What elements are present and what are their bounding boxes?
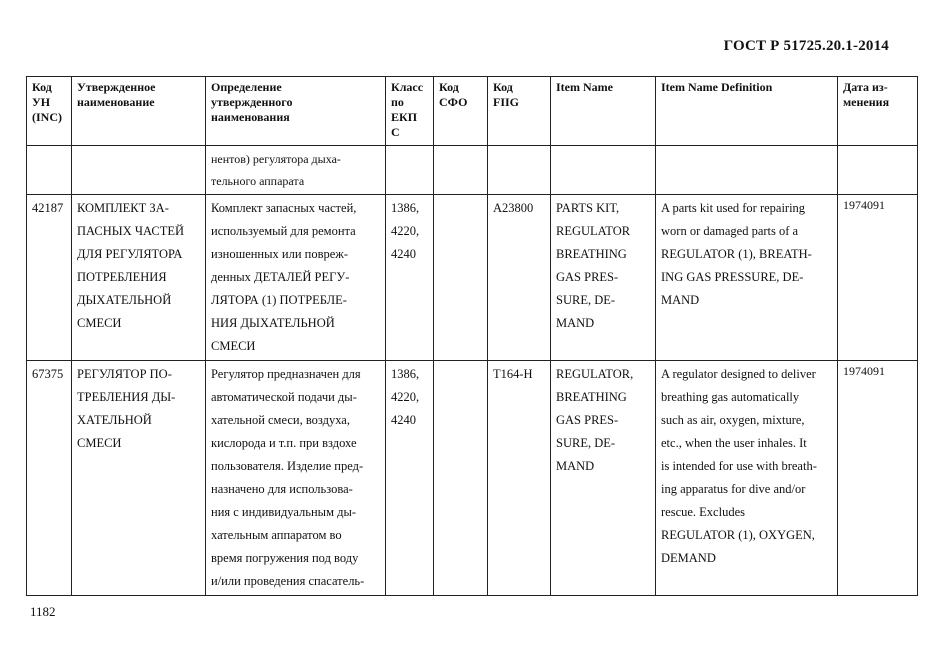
cell-item-definition: A regulator designed to deliver breathing gas automatically such as air, oxygen, mixture, etc., when the user inhales. It is intended for use with breath- ing apparatus for dive and/or rescue. Excludes REGULATOR (1), OXYGEN, DEMAND [656, 361, 838, 596]
table-row-continuation [27, 146, 918, 195]
cell-item-definition [656, 146, 838, 195]
header-change-date: Дата из- менения [838, 77, 918, 146]
cell-sfo [434, 361, 488, 596]
table-row [27, 195, 918, 361]
cell-fiig: A23800 [488, 195, 551, 361]
cell-item-name: PARTS KIT, REGULATOR BREATHING GAS PRES- SURE, DE- MAND [551, 195, 656, 361]
cell-class: 1386, 4220, 4240 [386, 195, 434, 361]
cell-name-ru: РЕГУЛЯТОР ПО- ТРЕБЛЕНИЯ ДЫ- ХАТЕЛЬНОЙ СМЕСИ [72, 361, 206, 596]
cell-item-definition: A parts kit used for repairing worn or damaged parts of a REGULATOR (1), BREATH- ING GAS PRESSURE, DE- MAND [656, 195, 838, 361]
cell-date [838, 146, 918, 195]
classification-table [26, 76, 918, 596]
page-number: 1182 [30, 604, 56, 619]
header-name-definition: Определение утвержденного наименования [206, 77, 386, 146]
header-item-name-definition: Item Name Definition [656, 77, 838, 146]
cell-sfo [434, 146, 488, 195]
cell-class [386, 146, 434, 195]
header-sfo: Код СФО [434, 77, 488, 146]
cell-item-name [551, 146, 656, 195]
cell-definition-ru: нентов) регулятора дыха- тельного аппарата [206, 146, 386, 195]
cell-definition-ru: Комплект запасных частей, используемый для ремонта изношенных или повреж- денных ДЕТАЛЕЙ РЕГУ- ЛЯТОРА (1) ПОТРЕБЛЕ- НИЯ ДЫХАТЕЛЬНОЙ СМЕСИ [206, 195, 386, 361]
cell-sfo [434, 195, 488, 361]
header-inc: Код УН (INC) [27, 77, 72, 146]
cell-name-ru: КОМПЛЕКТ ЗА- ПАСНЫХ ЧАСТЕЙ ДЛЯ РЕГУЛЯТОРА ПОТРЕБЛЕНИЯ ДЫХАТЕЛЬНОЙ СМЕСИ [72, 195, 206, 361]
cell-date: 1974091 [838, 361, 918, 596]
header-item-name: Item Name [551, 77, 656, 146]
cell-item-name: REGULATOR, BREATHING GAS PRES- SURE, DE- MAND [551, 361, 656, 596]
header-fiig: Код FIIG [488, 77, 551, 146]
header-approved-name: Утвержденное наименование [72, 77, 206, 146]
cell-inc: 67375 [27, 361, 72, 596]
table-header-row [27, 77, 918, 146]
document-title: ГОСТ Р 51725.20.1-2014 [723, 38, 889, 54]
cell-fiig: T164-H [488, 361, 551, 596]
cell-inc: 42187 [27, 195, 72, 361]
cell-inc [27, 146, 72, 195]
table-row [27, 361, 918, 596]
cell-date: 1974091 [838, 195, 918, 361]
cell-name-ru [72, 146, 206, 195]
cell-fiig [488, 146, 551, 195]
header-class: Класс по ЕКП С [386, 77, 434, 146]
cell-definition-ru: Регулятор предназначен для автоматической подачи ды- хательной смеси, воздуха, кислорода и т.п. при вздохе пользователя. Изделие пред- назначено для использова- ния с индивидуальным ды- хательным аппаратом во время погружения под воду и/или проведения спасатель- [206, 361, 386, 596]
cell-class: 1386, 4220, 4240 [386, 361, 434, 596]
